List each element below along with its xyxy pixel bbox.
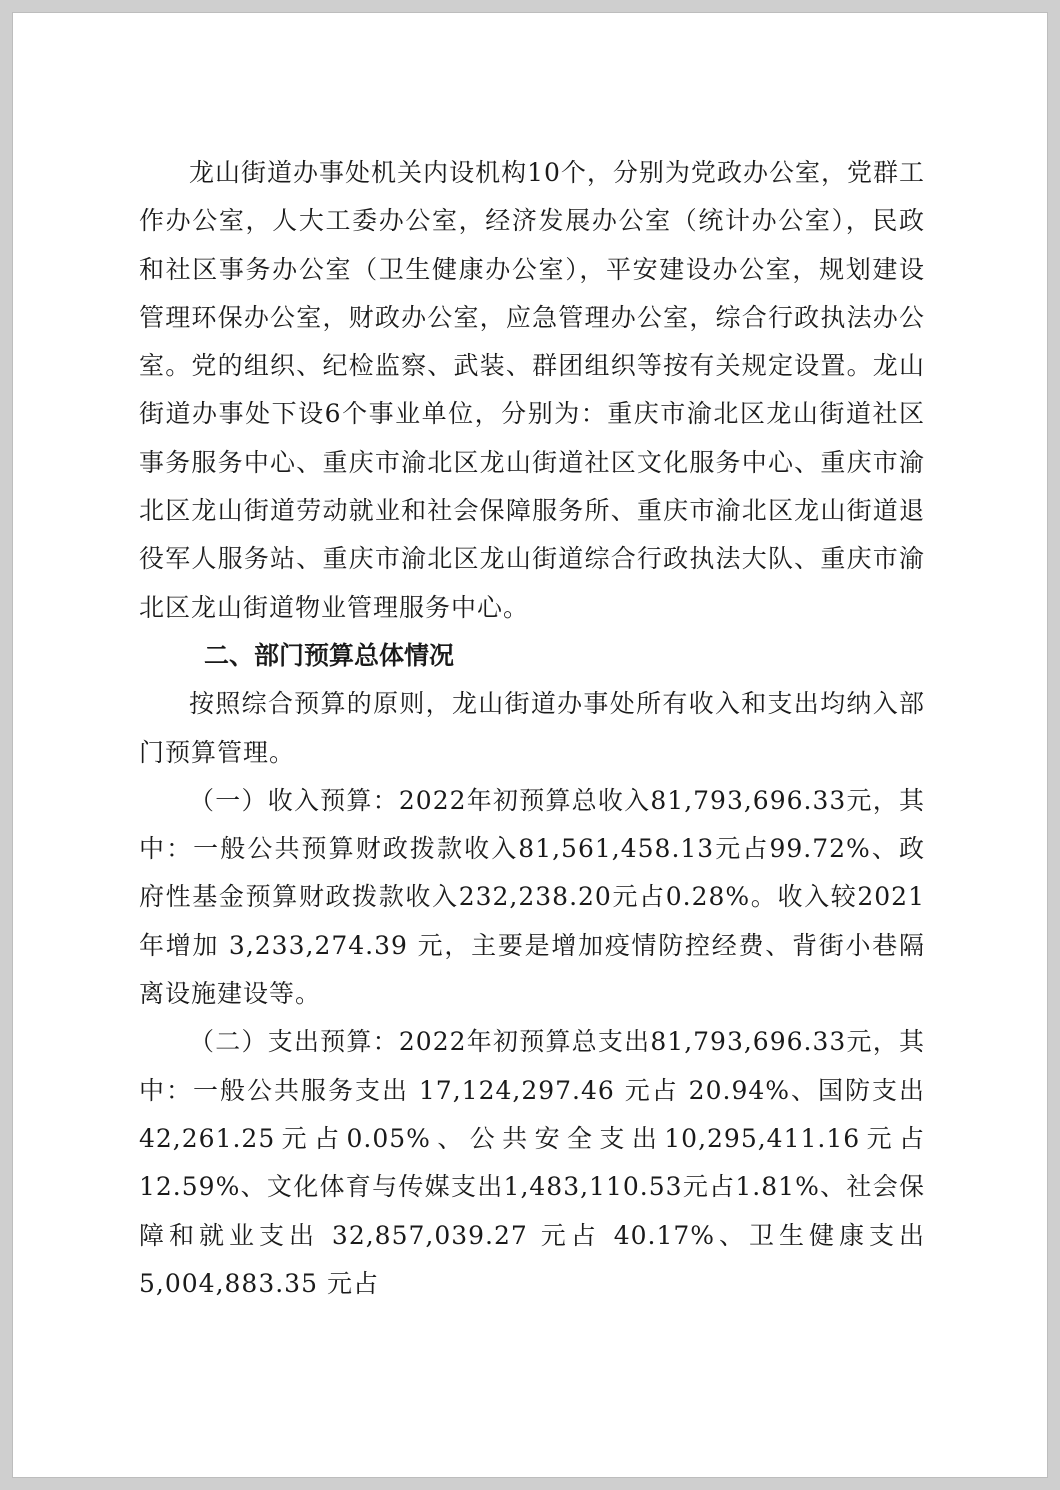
- paragraph-budget-principle: 按照综合预算的原则，龙山街道办事处所有收入和支出均纳入部门预算管理。: [139, 689, 925, 767]
- paragraph-expenditure-budget: （二）支出预算：2022年初预算总支出81,793,696.33元，其中：一般公共服务支出 17,124,297.46 元占 20.94%、国防支出42,261.25元占0.05%、公共安全支出10,295,411.16元占12.59%、文化体育与传媒支出1,483,110.53元占1.81%、社会保障和就业支出 32,857,039.27 元占 40.17%、卫生健康支出 5,004,883.35 元占: [139, 1027, 925, 1298]
- section-heading-budget-overview: 二、部门预算总体情况: [204, 640, 455, 670]
- paragraph-income-budget: （一）收入预算：2022年初预算总收入81,793,696.33元，其中：一般公共预算财政拨款收入81,561,458.13元占99.72%、政府性基金预算财政拨款收入232,238.20元占0.28%。收入较2021年增加 3,233,274.39 元，主要是增加疫情防控经费、背街小巷隔离设施建设等。: [139, 785, 925, 1009]
- paragraph-internal-organs: 龙山街道办事处机关内设机构10个，分别为党政办公室，党群工作办公室，人大工委办公室，经济发展办公室（统计办公室），民政和社区事务办公室（卫生健康办公室），平安建设办公室，规划建设管理环保办公室，财政办公室，应急管理办公室，综合行政执法办公室。党的组织、纪检监察、武装、群团组织等按有关规定设置。龙山街道办事处下设6个事业单位，分别为：重庆市渝北区龙山街道社区事务服务中心、重庆市渝北区龙山街道社区文化服务中心、重庆市渝北区龙山街道劳动就业和社会保障服务所、重庆市渝北区龙山街道退役军人服务站、重庆市渝北区龙山街道综合行政执法大队、重庆市渝北区龙山街道物业管理服务中心。: [139, 158, 925, 622]
- document-page: [12, 12, 1048, 1478]
- document-body: [139, 149, 925, 1308]
